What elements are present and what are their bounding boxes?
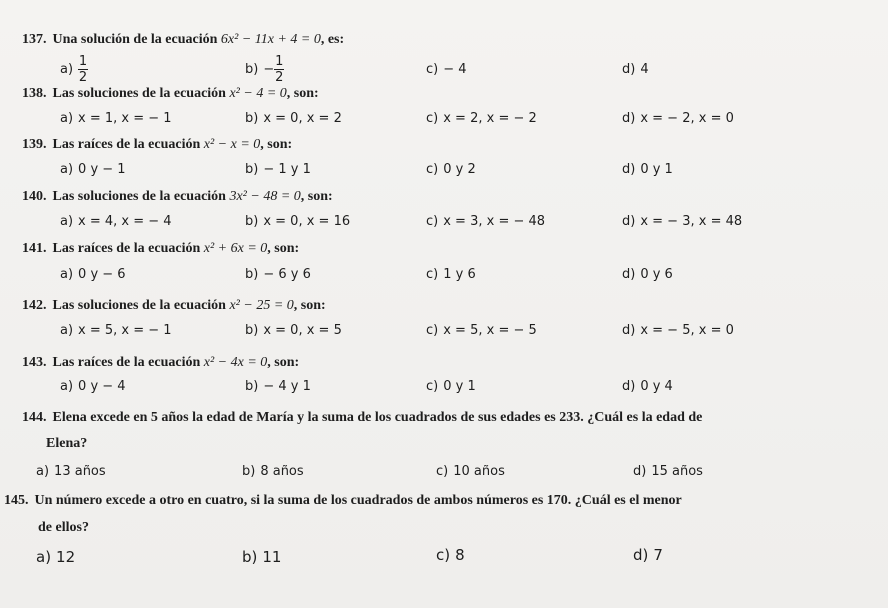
option-letter: c): [436, 464, 449, 479]
option-value: − 6 y 6: [263, 267, 311, 282]
option-value: 15 años: [651, 464, 703, 479]
question-140: [22, 189, 333, 205]
equation: x² − 4x = 0: [203, 355, 268, 370]
question-number: 145.: [4, 493, 29, 508]
option-145-a[interactable]: [36, 548, 75, 566]
option-142-d[interactable]: [622, 323, 734, 338]
option-letter: c): [426, 162, 439, 177]
option-letter: a): [36, 548, 52, 566]
fraction-numerator: 1: [275, 54, 284, 69]
option-letter: b): [245, 379, 259, 394]
question-137: [22, 32, 344, 48]
option-137-b[interactable]: [245, 55, 284, 84]
question-142: [22, 298, 326, 314]
option-letter: c): [426, 214, 439, 229]
option-letter: b): [245, 214, 259, 229]
equation: 6x² − 11x + 4 = 0: [220, 32, 321, 47]
option-letter: d): [622, 267, 636, 282]
option-141-b[interactable]: [245, 267, 311, 282]
option-letter: a): [60, 379, 74, 394]
question-number: 139.: [22, 137, 47, 152]
option-letter: d): [622, 323, 636, 338]
option-letter: c): [426, 62, 439, 77]
option-138-d[interactable]: [622, 111, 734, 126]
equation: x² − 25 = 0: [229, 298, 294, 313]
option-140-a[interactable]: [60, 214, 172, 229]
question-suffix: , son:: [300, 189, 333, 204]
question-145-line2: de ellos?: [38, 520, 89, 535]
minus-sign: −: [263, 62, 275, 77]
option-137-c[interactable]: [426, 62, 467, 77]
option-value: x = − 2, x = 0: [640, 111, 734, 126]
fraction: [274, 55, 284, 84]
question-suffix: , son:: [260, 137, 293, 152]
option-143-a[interactable]: [60, 379, 126, 394]
option-letter: d): [622, 379, 636, 394]
option-value: 1 y 6: [443, 267, 476, 282]
option-value: 0 y 2: [443, 162, 476, 177]
option-letter: c): [426, 111, 439, 126]
option-value: 7: [653, 546, 663, 564]
option-value: 0 y − 6: [78, 267, 126, 282]
option-letter: b): [245, 323, 259, 338]
question-144-line1: [22, 410, 702, 426]
question-suffix: , son:: [267, 355, 300, 370]
option-138-a[interactable]: [60, 111, 172, 126]
option-value: x = 0, x = 16: [263, 214, 351, 229]
option-143-c[interactable]: [426, 379, 476, 394]
option-139-c[interactable]: [426, 162, 476, 177]
option-value: 0 y − 1: [78, 162, 126, 177]
question-text: Elena excede en 5 años la edad de María y la suma de los cuadrados de sus edades es 233. ¿Cuál es la edad de: [52, 410, 703, 425]
option-letter: d): [622, 62, 636, 77]
option-value: 8: [455, 546, 465, 564]
option-value: x = 1, x = − 1: [78, 111, 172, 126]
question-number: 144.: [22, 410, 47, 425]
option-value: 0 y 6: [640, 267, 673, 282]
question-138: [22, 86, 319, 102]
option-letter: c): [426, 323, 439, 338]
option-value: 10 años: [453, 464, 505, 479]
question-139: [22, 137, 292, 153]
option-letter: b): [242, 464, 256, 479]
question-text: Las soluciones de la ecuación: [52, 298, 226, 313]
option-138-b[interactable]: [245, 111, 342, 126]
question-suffix: , son:: [286, 86, 319, 101]
question-text: Una solución de la ecuación: [52, 32, 218, 47]
option-140-c[interactable]: [426, 214, 545, 229]
option-letter: d): [622, 111, 636, 126]
option-value: 0 y 4: [640, 379, 673, 394]
question-number: 143.: [22, 355, 47, 370]
option-141-d[interactable]: [622, 267, 673, 282]
option-letter: c): [426, 379, 439, 394]
question-141: [22, 241, 299, 257]
option-value: x = 0, x = 5: [263, 323, 342, 338]
question-144-line2: Elena?: [46, 436, 88, 451]
equation: x² + 6x = 0: [203, 241, 268, 256]
option-value: − 4: [443, 62, 467, 77]
option-137-a[interactable]: [60, 55, 88, 84]
option-142-c[interactable]: [426, 323, 537, 338]
option-143-d[interactable]: [622, 379, 673, 394]
question-143: [22, 355, 299, 371]
option-letter: a): [60, 162, 74, 177]
option-value: 0 y 1: [443, 379, 476, 394]
question-text: Las soluciones de la ecuación: [52, 189, 226, 204]
option-letter: c): [426, 267, 439, 282]
equation: x² − x = 0: [203, 137, 261, 152]
option-141-a[interactable]: [60, 267, 126, 282]
option-144-c[interactable]: [436, 464, 505, 479]
question-number: 138.: [22, 86, 47, 101]
option-144-d[interactable]: [633, 464, 703, 479]
option-145-c[interactable]: [436, 546, 465, 564]
option-letter: d): [633, 546, 649, 564]
question-number: 137.: [22, 32, 47, 47]
option-138-c[interactable]: [426, 111, 537, 126]
option-letter: b): [245, 267, 259, 282]
option-value: x = − 3, x = 48: [640, 214, 743, 229]
question-suffix: , es:: [320, 32, 345, 47]
equation: 3x² − 48 = 0: [229, 189, 301, 204]
option-letter: d): [633, 464, 647, 479]
option-letter: a): [36, 464, 50, 479]
question-text: Las soluciones de la ecuación: [52, 86, 226, 101]
option-value: x = 2, x = − 2: [443, 111, 537, 126]
option-144-b[interactable]: [242, 464, 304, 479]
fraction-denominator: 2: [275, 70, 284, 85]
option-letter: b): [245, 62, 259, 77]
option-140-b[interactable]: [245, 214, 350, 229]
option-145-b[interactable]: [242, 548, 281, 566]
equation: x² − 4 = 0: [229, 86, 287, 101]
question-text: Las raíces de la ecuación: [52, 137, 201, 152]
question-suffix: , son:: [267, 241, 300, 256]
option-142-a[interactable]: [60, 323, 172, 338]
option-value: 11: [262, 548, 282, 566]
option-letter: d): [622, 162, 636, 177]
option-139-a[interactable]: [60, 162, 126, 177]
option-144-a[interactable]: [36, 464, 106, 479]
option-letter: b): [245, 111, 259, 126]
option-letter: b): [242, 548, 258, 566]
option-142-b[interactable]: [245, 323, 342, 338]
option-value: x = 5, x = − 5: [443, 323, 537, 338]
question-number: 141.: [22, 241, 47, 256]
option-value: 0 y − 4: [78, 379, 126, 394]
option-145-d[interactable]: [633, 546, 663, 564]
option-letter: a): [60, 62, 74, 77]
option-137-d[interactable]: [622, 62, 649, 77]
option-letter: b): [245, 162, 259, 177]
fraction: [78, 55, 88, 84]
option-value: 4: [640, 62, 649, 77]
option-value: x = 5, x = − 1: [78, 323, 172, 338]
question-145-line1: [4, 493, 682, 509]
option-value: x = 4, x = − 4: [78, 214, 172, 229]
option-value: 13 años: [54, 464, 106, 479]
option-letter: d): [622, 214, 636, 229]
option-value: − 4 y 1: [263, 379, 311, 394]
option-value: − 1 y 1: [263, 162, 311, 177]
option-value: x = 3, x = − 48: [443, 214, 546, 229]
question-text: Las raíces de la ecuación: [52, 355, 201, 370]
option-letter: a): [60, 111, 74, 126]
option-letter: a): [60, 323, 74, 338]
fraction-numerator: 1: [78, 54, 88, 69]
option-letter: c): [436, 546, 451, 564]
option-139-d[interactable]: [622, 162, 673, 177]
option-value: 0 y 1: [640, 162, 673, 177]
fraction-denominator: 2: [78, 70, 88, 85]
option-143-b[interactable]: [245, 379, 311, 394]
option-141-c[interactable]: [426, 267, 476, 282]
option-letter: a): [60, 214, 74, 229]
option-value: x = − 5, x = 0: [640, 323, 734, 338]
option-value: 12: [56, 548, 76, 566]
question-text: Las raíces de la ecuación: [52, 241, 201, 256]
option-value: 8 años: [260, 464, 304, 479]
option-letter: a): [60, 267, 74, 282]
question-number: 142.: [22, 298, 47, 313]
option-139-b[interactable]: [245, 162, 311, 177]
question-number: 140.: [22, 189, 47, 204]
option-140-d[interactable]: [622, 214, 742, 229]
question-suffix: , son:: [293, 298, 326, 313]
question-text: Un número excede a otro en cuatro, si la suma de los cuadrados de ambos números es 170. ¿Cuál es el menor: [34, 493, 682, 508]
option-value: x = 0, x = 2: [263, 111, 342, 126]
